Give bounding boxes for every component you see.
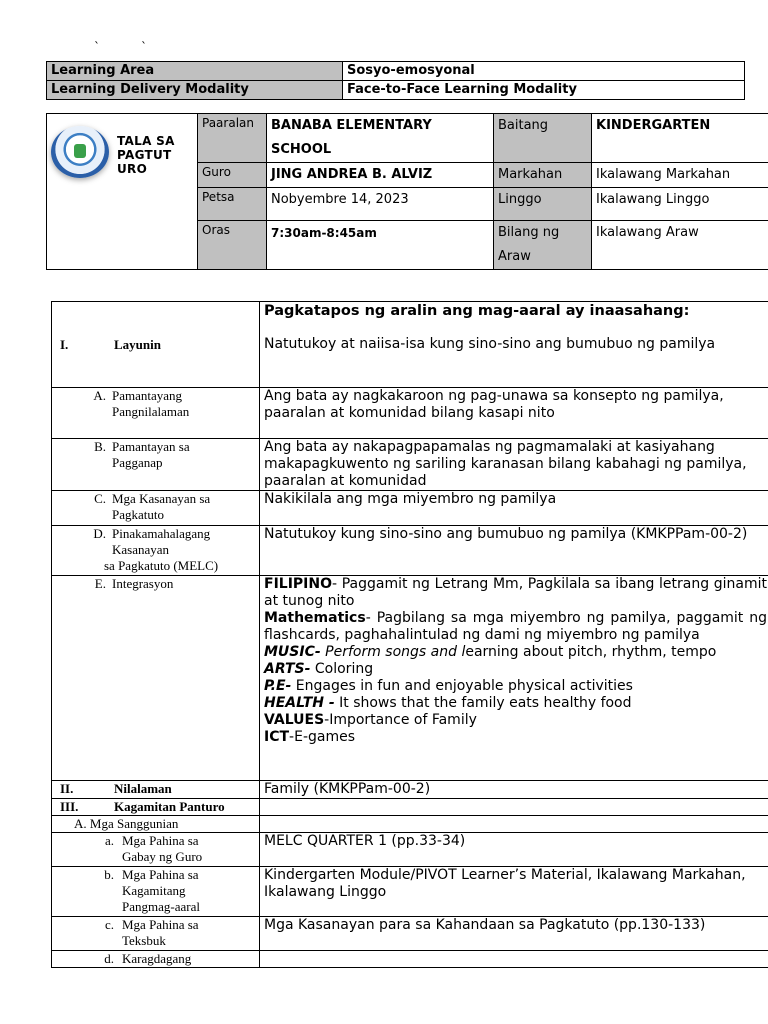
layunin-content [260,302,768,388]
kagamitan-empty [260,799,768,816]
teksbuk-text: Mga Kasanayan para sa Kahandaan sa Pagkatuto (pp.130-133) [260,917,768,951]
integrasyon-label: Integrasyon [112,576,174,591]
item-e-number: E. [94,576,106,591]
layunin-text: Natutukoy at naiisa-isa kung sino-sino ang bumubuo ng pamilya [264,336,716,352]
kagamitan-label: Kagamitan Panturo [114,799,225,814]
item-d-number: D. [93,526,106,541]
kagamitan-row [52,799,768,816]
gabay-guro-label-cell [52,833,260,867]
layunin-heading: Pagkatapos ng aralin ang mag-aaral ay inaasahang: [264,303,690,319]
baitang-label: Baitang [494,114,592,163]
item-a-number: A. [93,388,106,403]
values-line [264,712,767,729]
melc-label: Pinakamahalagang Kasanayan [112,526,211,557]
pe-line [264,678,767,695]
melc-label-line-2: sa Pagkatuto (MELC) [104,558,219,573]
pamantayang-pangnilalaman-label: Pamantayang Pangnilalaman [112,388,190,419]
ict-key: ICT [264,729,290,745]
guro-label: Guro [198,163,267,188]
mathematics-value: - Pagbilang sa mga miyembro ng pamilya, paggamit ng flashcards, paghahalintulad ng dami ng miyembro ng pamilya [264,610,767,643]
health-line [264,695,767,712]
sanggunian-row [52,816,768,833]
modality-value: Face-to-Face Learning Modality [343,81,745,100]
gabay-guro-text: MELC QUARTER 1 (pp.33-34) [260,833,768,867]
markahan-value: Ikalawang Markahan [592,163,768,188]
item-c-number: C. [94,491,106,506]
music-value: earning about pitch, rhythm, tempo [465,644,717,660]
nilalaman-label: Nilalaman [114,781,172,796]
teksbuk-row [52,917,768,951]
pamantayan-pagganap-text: Ang bata ay nakapagpapamalas ng pagmamalaki at kasiyahang makapagkuwento ng sariling karanasan bilang kabahagi ng pamilya, paaralan at komunidad [260,439,768,491]
arts-key: ARTS- [264,661,311,677]
pe-value: Engages in fun and enjoyable physical activities [291,678,633,694]
arts-line [264,661,767,678]
modality-label: Learning Delivery Modality [47,81,343,100]
kagamitang-pangmag-aaral-label-cell [52,867,260,917]
values-key: VALUES [264,712,325,728]
learning-area-value: Sosyo-emosyonal [343,62,745,81]
kagamitang-pangmag-aaral-text: Kindergarten Module/PIVOT Learner’s Material, Ikalawang Markahan, Ikalawang Linggo [260,867,768,917]
ref-b-number: b. [104,867,114,882]
pamantayan-pagganap-row [52,439,768,491]
music-line [264,644,767,661]
pamantayan-pagganap-label: Pamantayan sa Pagganap [112,439,190,470]
item-b-number: B. [94,439,106,454]
nilalaman-number: II. [60,781,74,796]
oras-value: 7:30am-8:45am [267,221,494,270]
kagamitan-label-cell [52,799,260,816]
petsa-label: Petsa [198,188,267,221]
karagdagang-label-cell [52,951,260,968]
guro-value: JING ANDREA B. ALVIZ [267,163,494,188]
integrasyon-label-cell [52,576,260,781]
linggo-value: Ikalawang Linggo [592,188,768,221]
sanggunian-label: A. Mga Sanggunian [52,816,260,833]
kasanayan-text: Nakikilala ang mga miyembro ng pamilya [260,491,768,526]
pamantayang-pangnilalaman-text: Ang bata ay nagkakaroon ng pag-unawa sa konsepto ng pamilya, paaralan at komunidad bilang kasapi nito [260,388,768,439]
page-mark: ` [94,40,100,54]
layunin-label-cell [52,302,260,388]
mathematics-key: Mathematics [264,610,366,626]
nilalaman-row [52,781,768,799]
arts-value: Coloring [310,661,374,677]
kagamitang-pangmag-aaral-label: Mga Pahina sa Kagamitang Pangmag-aaral [122,867,200,914]
melc-text: Natutukoy kung sino-sino ang bumubuo ng pamilya (KMKPPam-00-2) [260,526,768,576]
teksbuk-label-cell [52,917,260,951]
integrasyon-content [260,576,768,781]
health-key: HEALTH - [264,695,335,711]
document-title: TALA SA PAGTUTURO [117,134,175,176]
nilalaman-text: Family (KMKPPam-00-2) [260,781,768,799]
nilalaman-label-cell [52,781,260,799]
ict-line [264,729,767,746]
ict-value: -E-games [289,729,356,745]
gabay-guro-label: Mga Pahina sa Gabay ng Guro [122,833,203,864]
teksbuk-label: Mga Pahina sa Teksbuk [122,917,199,948]
layunin-number: I. [60,336,69,352]
ref-a-number: a. [104,833,114,848]
petsa-value: Nobyembre 14, 2023 [267,188,494,221]
oras-label: Oras [198,221,267,270]
pamantayan-pagganap-label-cell [52,439,260,491]
mathematics-line [264,610,767,644]
layunin-row [52,302,768,388]
ref-c-number: c. [104,917,114,932]
karagdagang-row [52,951,768,968]
music-value-italic: Perform songs and l [320,644,466,660]
school-info-table [46,113,768,270]
paaralan-value: BANABA ELEMENTARY SCHOOL [267,114,494,163]
filipino-line [264,576,767,610]
music-key: MUSIC- [264,644,321,660]
baitang-value: KINDERGARTEN [592,114,768,163]
health-value: It shows that the family eats healthy food [334,695,632,711]
ref-d-number: d. [104,951,114,966]
page-mark: ` [141,40,147,54]
learning-area-label: Learning Area [47,62,343,81]
logo-cell [47,114,198,270]
filipino-value: - Paggamit ng Letrang Mm, Pagkilala sa ibang letrang ginamit at tunog nito [264,576,767,609]
araw-label: Bilang ng Araw [494,221,592,270]
layunin-label: Layunin [114,336,161,352]
araw-value: Ikalawang Araw [592,221,768,270]
school-seal-icon [51,126,109,178]
values-value: -Importance of Family [324,712,477,728]
filipino-key: FILIPINO [264,576,332,592]
kagamitan-number: III. [60,799,79,814]
kasanayan-row [52,491,768,526]
paaralan-label: Paaralan [198,114,267,163]
learning-area-table [46,61,745,100]
melc-row [52,526,768,576]
markahan-label: Markahan [494,163,592,188]
kagamitang-pangmag-aaral-row [52,867,768,917]
pe-key: P.E- [264,678,292,694]
kasanayan-label: Mga Kasanayan sa Pagkatuto [112,491,211,522]
pamantayang-pangnilalaman-row [52,388,768,439]
linggo-label: Linggo [494,188,592,221]
kasanayan-label-cell [52,491,260,526]
integrasyon-row [52,576,768,781]
karagdagang-empty [260,951,768,968]
pamantayang-pangnilalaman-label-cell [52,388,260,439]
karagdagang-label: Karagdagang [122,951,192,966]
sanggunian-empty [260,816,768,833]
melc-label-cell [52,526,260,576]
gabay-guro-row [52,833,768,867]
lesson-plan-table [51,301,768,968]
